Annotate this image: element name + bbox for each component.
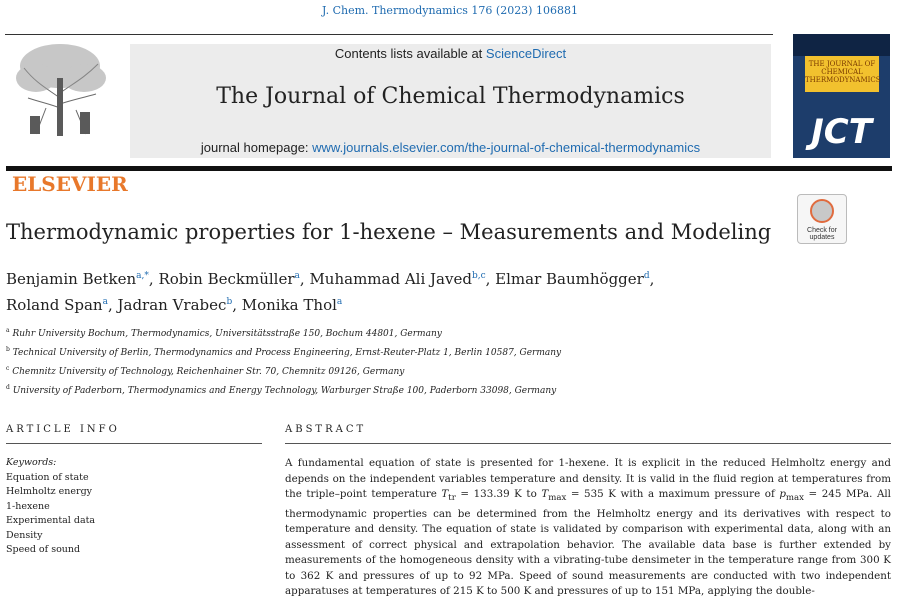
author-affiliation-ref[interactable]: b — [226, 297, 233, 307]
journal-title: The Journal of Chemical Thermodynamics — [216, 84, 685, 109]
affiliation-text: Ruhr University Bochum, Thermodynamics, Universitätsstraße 150, Bochum 44801, Germany — [12, 329, 442, 339]
check-for-updates-label: Check for updates — [807, 227, 837, 241]
keyword-item: Experimental data — [6, 515, 96, 526]
affiliation-item — [6, 380, 826, 399]
keyword-item: Equation of state — [6, 471, 89, 483]
abstract-text — [285, 456, 891, 600]
homepage-prefix: journal homepage: — [200, 140, 313, 155]
affiliation-text: University of Paderborn, Thermodynamics and Energy Technology, Warburger Straße 100, Paderborn 33098, Germany — [12, 386, 557, 396]
author-affiliation-ref[interactable]: a,* — [136, 271, 149, 281]
tmax-symbol: T — [541, 488, 549, 500]
journal-masthead — [130, 44, 771, 158]
affiliation-marker: c — [6, 365, 10, 372]
author-list: Benjamin Betken$^{a,*}$, Robin Beckmüller$^a$, Muhammad Ali Javed$^{b,c}$, Elmar Baumhögger$^d$, Roland Span$^a$, Jadran Vrabec$^b$, Monika Thol$^a$ — [6, 270, 655, 314]
journal-cover-image[interactable] — [793, 34, 890, 158]
author-name[interactable]: Elmar Baumhögger — [495, 270, 644, 288]
keyword-item: Density — [6, 529, 43, 541]
author-name[interactable]: Jadran Vrabec — [117, 296, 227, 314]
contents-line — [130, 46, 771, 61]
author-affiliation-ref[interactable]: b,c — [471, 271, 486, 281]
author-affiliation-ref[interactable]: a — [336, 297, 343, 307]
cover-top-band — [793, 34, 890, 56]
ttr-subscript: tr — [448, 493, 456, 504]
author-affiliation-ref[interactable]: a — [102, 297, 108, 307]
article-title: Thermodynamic properties for 1-hexene – Measurements and Modeling — [6, 220, 772, 244]
author-name[interactable]: Muhammad Ali Javed — [309, 270, 472, 288]
keyword-item: Speed of sound — [6, 544, 81, 555]
check-for-updates-button[interactable] — [797, 194, 847, 244]
keywords-label: Keywords: — [6, 457, 57, 468]
affiliation-marker: b — [6, 346, 10, 353]
keyword-item: Helmholtz energy — [6, 486, 93, 497]
affiliation-marker: d — [6, 384, 10, 391]
contents-prefix: Contents lists available at — [334, 46, 486, 61]
author-name[interactable]: Robin Beckmüller — [158, 270, 295, 288]
author-affiliation-ref[interactable]: a — [294, 271, 300, 281]
author-name[interactable]: Benjamin Betken — [6, 270, 137, 288]
publisher-wordmark: ELSEVIER — [12, 172, 128, 196]
elsevier-tree-logo-icon — [6, 38, 114, 138]
affiliation-item — [6, 361, 826, 380]
tmax-subscript: max — [548, 493, 567, 504]
pmax-subscript: max — [785, 493, 804, 504]
affiliation-marker: a — [6, 327, 10, 334]
cover-letters: JCT — [811, 112, 872, 152]
ttr-value: = 133.39 K to — [455, 488, 542, 500]
pmax-value: = 245 MPa. — [804, 488, 873, 500]
header-divider — [6, 166, 892, 171]
article-info-rule — [6, 443, 262, 444]
author-name[interactable]: Roland Span — [6, 296, 103, 314]
sciencedirect-link[interactable]: ScienceDirect — [485, 46, 567, 61]
abstract-heading: ABSTRACT — [285, 424, 367, 435]
cover-title-box: THE JOURNAL OF CHEMICAL THERMODYNAMICS — [805, 56, 879, 92]
check-for-updates-icon — [810, 199, 834, 223]
abstract-sentence-1: A fundamental equation of state is presented for 1-hexene. It is explicit in the reduced Helmholtz energy and depends on the independent variables temperature and density. It is valid in the fluid region at temperatures from the triple–point temperature — [285, 457, 891, 500]
affiliation-list — [6, 323, 826, 399]
top-rule — [5, 34, 773, 35]
affiliation-text: Technical University of Berlin, Thermodynamics and Process Engineering, Ernst-Reuter-Platz 1, Berlin 10587, Germany — [12, 348, 562, 358]
affiliation-item — [6, 323, 826, 342]
journal-citation[interactable]: J. Chem. Thermodynamics 176 (2023) 106881 — [322, 4, 578, 17]
pmax-symbol: p — [779, 488, 786, 500]
affiliation-item — [6, 342, 826, 361]
article-info-heading: ARTICLE INFO — [6, 424, 120, 435]
abstract-continuation: All thermodynamic properties can be determined from the Helmholtz energy and its derivatives with respect to temperature and density. The equation of state is validated by comparison with experimental data, along with an assessment of correct physical and extrapolation behavior. The available data base is further extended by measurements of the homogeneous density with a vibrating-tube densimeter in the temperature range from 300 K to 362 K and pressures of up to 92 MPa. Speed of sound measurements are conducted with two independent apparatuses at temperatures of 215 K to 500 K and pressures of up to 151 MPa, applying the double- — [285, 488, 891, 598]
affiliation-text: Chemnitz University of Technology, Reichenhainer Str. 70, Chemnitz 09126, Germany — [12, 367, 405, 377]
author-affiliation-ref[interactable]: d — [643, 271, 650, 281]
journal-homepage-link[interactable]: www.journals.elsevier.com/the-journal-of-chemical-thermodynamics — [312, 140, 701, 155]
author-name[interactable]: Monika Thol — [241, 296, 337, 314]
keyword-item: 1-hexene — [6, 500, 50, 512]
keywords-list — [6, 456, 256, 558]
publisher-logo[interactable] — [6, 38, 128, 196]
homepage-line — [130, 140, 771, 155]
tmax-value: = 535 K with a maximum pressure of — [566, 488, 780, 500]
ttr-symbol: T — [441, 488, 449, 500]
abstract-rule — [285, 443, 891, 444]
